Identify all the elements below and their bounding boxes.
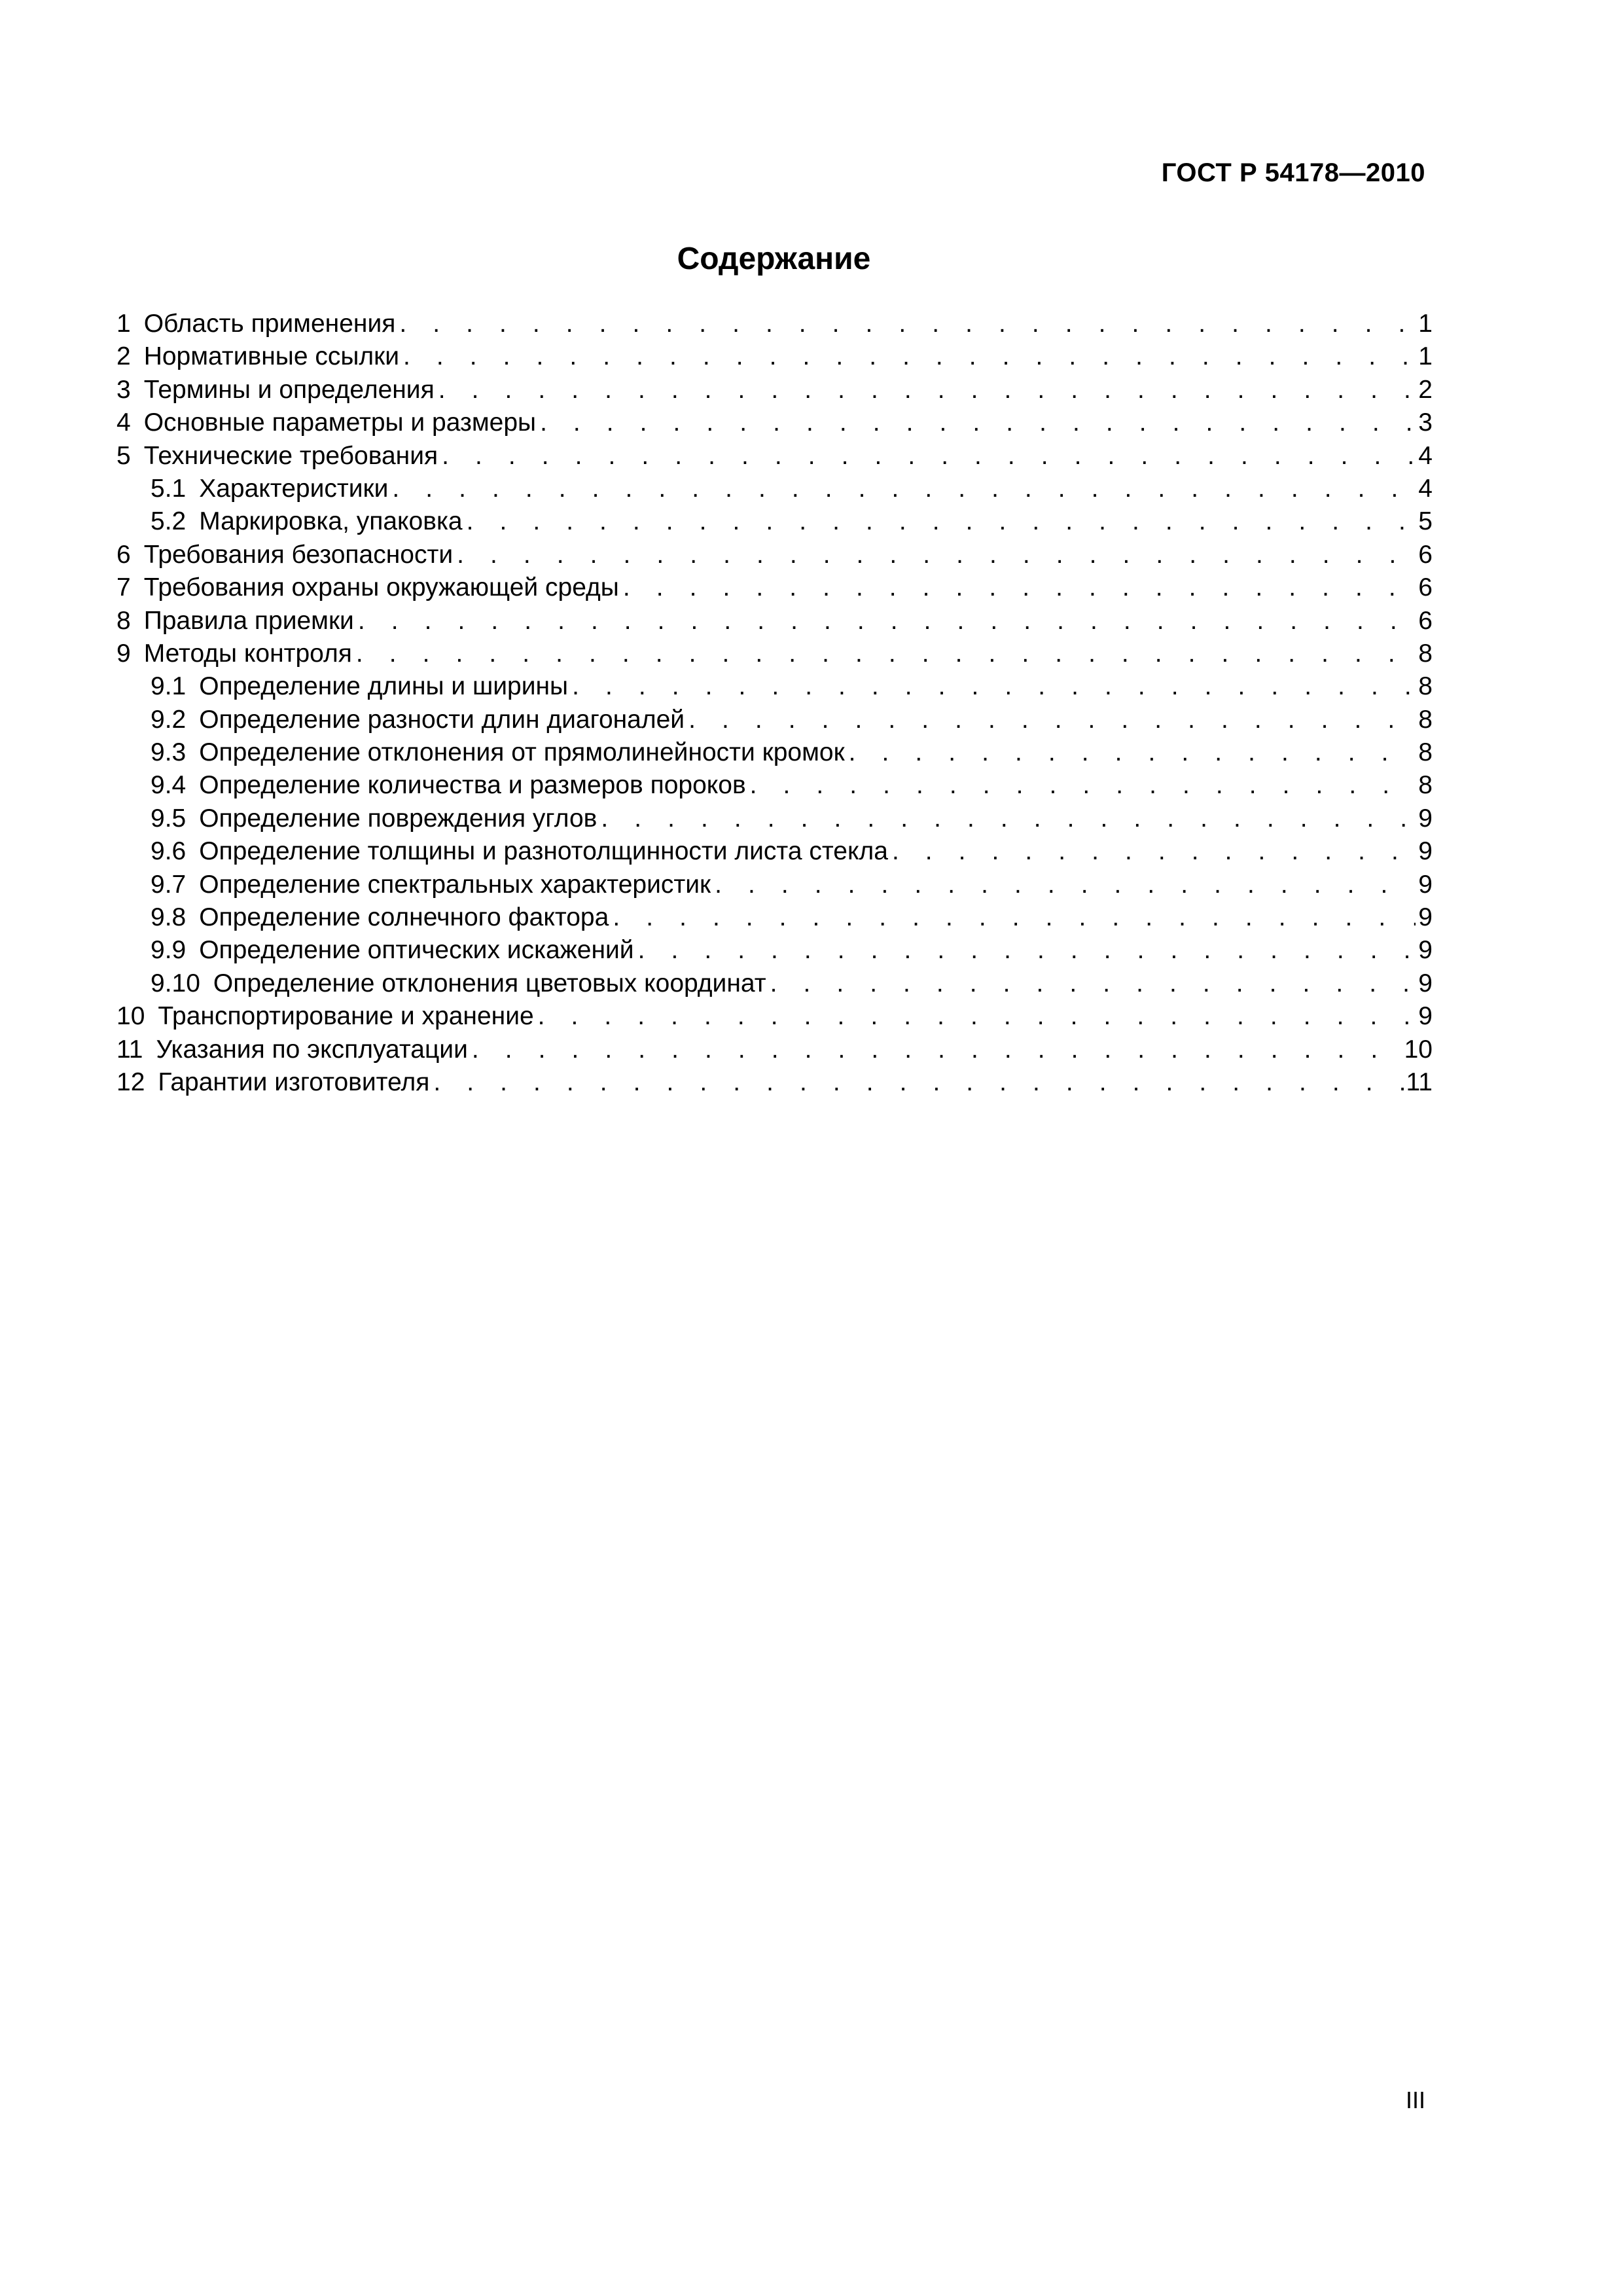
- toc-entry-number: 12: [116, 1067, 145, 1096]
- toc-entry-page: 8: [1418, 672, 1433, 701]
- toc-entry-title: Определение разности длин диагоналей: [199, 705, 685, 734]
- toc-entry-number: 2: [116, 342, 131, 371]
- dot-leader: [438, 374, 1416, 406]
- toc-entry-number: 9.1: [151, 672, 187, 701]
- dot-leader: [715, 869, 1416, 901]
- toc-entry-number: 8: [116, 606, 131, 635]
- toc-entry-page: 6: [1418, 540, 1433, 569]
- toc-entry-page: 9: [1418, 804, 1433, 833]
- toc-entry-number: 9.4: [151, 771, 187, 800]
- toc-entry-title: Определение длины и ширины: [199, 672, 569, 701]
- toc-entry-title: Транспортирование и хранение: [158, 1002, 534, 1031]
- dot-leader: [638, 934, 1416, 967]
- toc-entry-page: 9: [1418, 870, 1433, 899]
- toc-heading: Содержание: [677, 242, 871, 276]
- toc-entry-page: 2: [1418, 375, 1433, 404]
- toc-entry-number: 10: [116, 1002, 145, 1031]
- dot-leader: [750, 769, 1416, 802]
- toc-subentry[interactable]: [116, 505, 1433, 538]
- toc-entry-title: Определение повреждения углов: [199, 804, 597, 833]
- dot-leader: [392, 473, 1416, 505]
- toc-entry-number: 7: [116, 573, 131, 602]
- toc-entry-number: 9.7: [151, 870, 187, 899]
- toc-entry-number: 5.2: [151, 507, 187, 536]
- page-number: III: [1405, 2087, 1425, 2113]
- toc-entry-page: 9: [1418, 837, 1433, 866]
- toc-entry-number: 9.10: [151, 969, 200, 997]
- toc-entry-number: 9.3: [151, 738, 187, 767]
- toc-subentry[interactable]: [116, 967, 1433, 1000]
- toc-entry-page: 1: [1418, 342, 1433, 371]
- toc-entry-number: 11: [116, 1035, 143, 1064]
- toc-entry-number: 9.6: [151, 837, 187, 866]
- document-id: ГОСТ Р 54178—2010: [1161, 158, 1425, 187]
- toc-entry[interactable]: [116, 571, 1433, 604]
- toc-entry-number: 9.2: [151, 705, 187, 734]
- toc-entry[interactable]: [116, 308, 1433, 340]
- toc-entry-title: Гарантии изготовителя: [158, 1067, 430, 1096]
- toc-entry-page: 11: [1406, 1067, 1433, 1096]
- toc-entry-title: Требования охраны окружающей среды: [143, 573, 619, 602]
- toc-entry-page: 4: [1418, 474, 1433, 503]
- toc-entry[interactable]: [116, 374, 1433, 406]
- toc-entry-number: 9.8: [151, 903, 187, 932]
- dot-leader: [538, 1000, 1416, 1033]
- toc-entry[interactable]: [116, 605, 1433, 637]
- dot-leader: [623, 571, 1416, 604]
- toc-subentry[interactable]: [116, 670, 1433, 703]
- toc-entry-number: 9: [116, 639, 131, 668]
- toc-entry-title: Определение отклонения цветовых координат: [213, 969, 766, 997]
- toc-entry-title: Определение оптических искажений: [199, 936, 634, 965]
- toc-entry-title: Область применения: [143, 310, 396, 338]
- toc-entry-number: 9.5: [151, 804, 187, 833]
- toc-entry-page: 5: [1418, 507, 1433, 536]
- toc-entry-title: Основные параметры и размеры: [143, 408, 537, 437]
- dot-leader: [892, 835, 1416, 868]
- toc-entry-number: 1: [116, 310, 131, 338]
- toc-entry-page: 9: [1418, 969, 1433, 997]
- toc-entry-title: Правила приемки: [143, 606, 354, 635]
- dot-leader: [572, 670, 1416, 703]
- toc-entry[interactable]: [116, 1066, 1433, 1099]
- dot-leader: [849, 736, 1416, 769]
- dot-leader: [688, 704, 1416, 736]
- toc-entry-page: 8: [1418, 771, 1433, 800]
- dot-leader: [358, 605, 1416, 637]
- toc-entry[interactable]: [116, 340, 1433, 373]
- toc-entry[interactable]: [116, 539, 1433, 571]
- toc-entry-title: Определение количества и размеров пороков: [199, 771, 746, 800]
- toc-subentry[interactable]: [116, 473, 1433, 505]
- toc-entry-title: Требования безопасности: [143, 540, 454, 569]
- toc-entry-title: Характеристики: [199, 474, 389, 503]
- dot-leader: [442, 440, 1416, 473]
- toc-entry-page: 6: [1418, 573, 1433, 602]
- toc-entry-number: 6: [116, 540, 131, 569]
- toc-entry-page: 3: [1418, 408, 1433, 437]
- toc-entry[interactable]: [116, 440, 1433, 473]
- toc-entry-page: 4: [1418, 441, 1433, 470]
- toc-entry-title: Термины и определения: [143, 375, 435, 404]
- dot-leader: [399, 308, 1416, 340]
- toc-subentry[interactable]: [116, 769, 1433, 802]
- dot-leader: [472, 1033, 1402, 1066]
- toc-subentry[interactable]: [116, 901, 1433, 934]
- toc-entry-number: 4: [116, 408, 131, 437]
- dot-leader: [457, 539, 1416, 571]
- toc-entry-page: 9: [1418, 1002, 1433, 1031]
- toc-subentry[interactable]: [116, 835, 1433, 868]
- toc-subentry[interactable]: [116, 869, 1433, 901]
- toc-subentry[interactable]: [116, 736, 1433, 769]
- dot-leader: [601, 802, 1416, 835]
- toc-entry-number: 5: [116, 441, 131, 470]
- toc-entry[interactable]: [116, 1033, 1433, 1066]
- toc-subentry[interactable]: [116, 934, 1433, 967]
- toc-entry-title: Определение толщины и разнотолщинности листа стекла: [199, 837, 888, 866]
- table-of-contents: [116, 308, 1433, 1099]
- dot-leader: [433, 1066, 1403, 1099]
- toc-entry-page: 6: [1418, 606, 1433, 635]
- toc-entry-title: Нормативные ссылки: [143, 342, 399, 371]
- toc-entry-page: 10: [1404, 1035, 1433, 1064]
- toc-subentry[interactable]: [116, 704, 1433, 736]
- toc-entry-title: Методы контроля: [143, 639, 352, 668]
- dot-leader: [403, 340, 1416, 373]
- toc-subentry[interactable]: [116, 802, 1433, 835]
- toc-entry-page: 8: [1418, 639, 1433, 668]
- toc-entry[interactable]: [116, 406, 1433, 439]
- toc-entry-title: Маркировка, упаковка: [199, 507, 463, 536]
- toc-entry-page: 9: [1418, 903, 1433, 932]
- dot-leader: [613, 901, 1416, 934]
- toc-entry-page: 8: [1418, 738, 1433, 767]
- dot-leader: [540, 406, 1416, 439]
- toc-entry-page: 1: [1418, 310, 1433, 338]
- toc-entry-number: 3: [116, 375, 131, 404]
- toc-entry-title: Технические требования: [143, 441, 438, 470]
- dot-leader: [770, 967, 1416, 1000]
- toc-entry-page: 9: [1418, 936, 1433, 965]
- dot-leader: [467, 505, 1416, 538]
- toc-entry-number: 9.9: [151, 936, 187, 965]
- toc-entry-title: Определение солнечного фактора: [199, 903, 609, 932]
- toc-entry-title: Определение спектральных характеристик: [199, 870, 711, 899]
- toc-entry-title: Указания по эксплуатации: [156, 1035, 468, 1064]
- toc-entry[interactable]: [116, 637, 1433, 670]
- toc-entry-title: Определение отклонения от прямолинейности кромок: [199, 738, 845, 767]
- dot-leader: [356, 637, 1416, 670]
- toc-entry-number: 5.1: [151, 474, 187, 503]
- toc-entry[interactable]: [116, 1000, 1433, 1033]
- toc-entry-page: 8: [1418, 705, 1433, 734]
